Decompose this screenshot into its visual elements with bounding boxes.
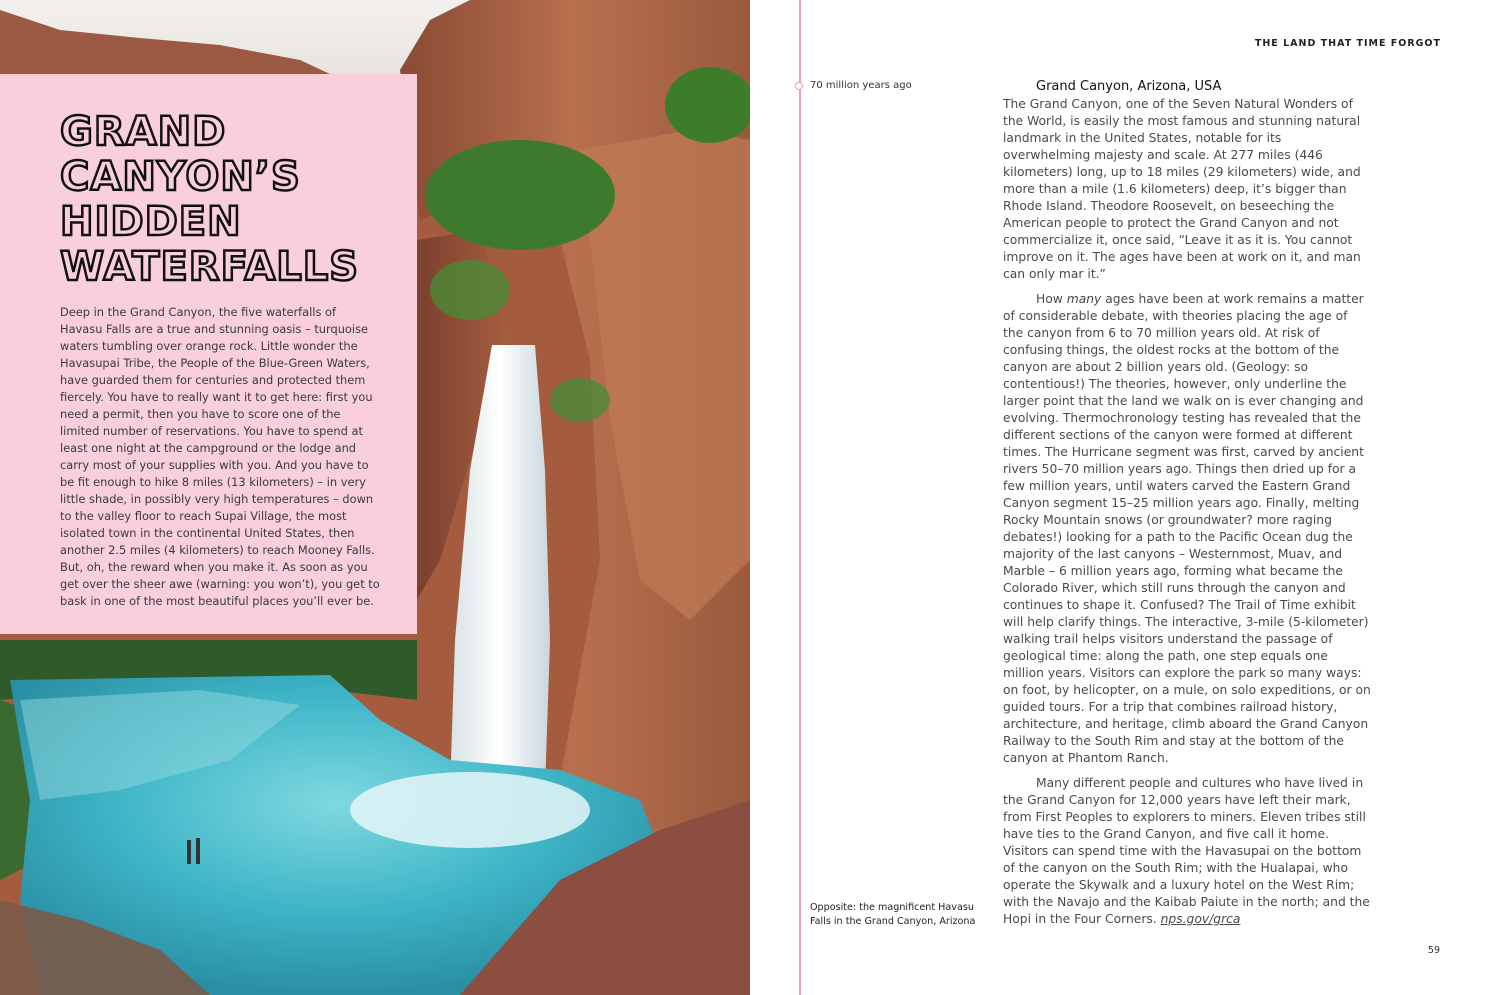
title-line: GRAND: [60, 109, 227, 155]
title-line: WATERFALLS: [60, 244, 360, 290]
nps-link[interactable]: nps.gov/grca: [1160, 912, 1241, 926]
paragraph-1: The Grand Canyon, one of the Seven Natural Wonders of the World, is easily the most famous and stunning natural landmark in the United States, notable for its overwhelming majesty and scale. At 277 miles (446 kilometers) long, up to 18 miles (29 kilometers) wide, and more than a mile (1.6 kilometers) deep, it’s bigger than Rhode Island. Theodore Roosevelt, on beseeching the American people to protect the Grand Canyon and not commercialize it, once said, “Leave it as it is. You cannot improve on it. The ages have been at work on it, and man can only mar it.”: [1003, 97, 1361, 281]
paragraph-2-emphasis: many: [1066, 292, 1102, 306]
article-heading: Grand Canyon, Arizona, USA: [1036, 79, 1222, 94]
paragraph-2-rest: ages have been at work remains a matter of considerable debate, with theories placing the age of the canyon from 6 to 70 million years old. At risk of confusing things, the oldest rocks at the bottom of the canyon are about 2 billion years old. (Geology: so contentious!) The theories, however, only underline the larger point that the land we walk on is ever changing and evolving. Thermochronology testing has revealed that the different sections of the canyon were formed at different times. The Hurricane segment was first, carved by ancient rivers 50–70 million years ago. Things then dried up for a few million years, until waters carved the Eastern Grand Canyon segment 15–25 million years ago. Finally, melting Rocky Mountain snows (or groundwater? more raging debates!) looking for a path to the Pacific Ocean dug the majority of the last canyons – Westernmost, Muav, and Marble – 6 million years ago, forming what became the Colorado River, which still runs through the canyon and continues to shape it. Confused? The Trail of Time exhibit will help clarify things. The interactive, 3-mile (5-kilometer) walking trail helps visitors understand the passage of geological time: along the path, one step equals one million years. Visitors can explore the park so many ways: on foot, by helicopter, on a mule, on solo expeditions, or on guided tours. For a trip that combines railroad history, architecture, and heritage, climb aboard the Grand Canyon Railway to the South Rim and stay at the bottom of the canyon at Phantom Ranch.: [1003, 292, 1371, 765]
timeline-marker-icon: [795, 82, 803, 90]
paragraph-3: [1003, 775, 1371, 928]
photo-caption: Opposite: the magnificent Havasu Falls in the Grand Canyon, Arizona: [810, 902, 976, 927]
intro-panel: [0, 74, 417, 634]
title-line: CANYON’S: [60, 154, 301, 200]
article-title: [60, 110, 377, 290]
paragraph-2: [1003, 291, 1371, 767]
paragraph-3-text: Many different people and cultures who have lived in the Grand Canyon for 12,000 years have left their mark, from First Peoples to explorers to miners. Eleven tribes still have ties to the Grand Canyon, and five call it home. Visitors can spend time with the Havasupai on the bottom of the canyon on the South Rim; with the Hualapai, who operate the Skywalk and a luxury hotel on the West Rim; with the Navajo and the Kaibab Paiute in the north; and the Hopi in the Four Corners.: [1003, 776, 1370, 926]
title-line: HIDDEN: [60, 199, 242, 245]
timeline-line: [799, 0, 801, 995]
timeline-label: 70 million years ago: [810, 80, 912, 91]
article-body: [1003, 78, 1371, 928]
intro-paragraph: Deep in the Grand Canyon, the five waterfalls of Havasu Falls are a true and stunning oasis – turquoise waters tumbling over orange rock. Little wonder the Havasupai Tribe, the People of the Blue-Green Waters, have guarded them for centuries and protected them fiercely. You have to really want it to get here: first you need a permit, then you have to score one of the limited number of reservations. You have to spend at least one night at the campground or the lodge and carry most of your supplies with you. And you have to be fit enough to hike 8 miles (13 kilometers) – in very little shade, in possibly very high temperatures – down to the valley floor to reach Supai Village, the most isolated town in the continental United States, then another 2.5 miles (4 kilometers) to reach Mooney Falls. But, oh, the reward when you make it. As soon as you get over the sheer awe (warning: you won’t), you get to bask in one of the most beautiful places you’ll ever be.: [60, 305, 380, 608]
page-number: 59: [1427, 945, 1440, 956]
running-head: THE LAND THAT TIME FORGOT: [1254, 38, 1441, 49]
paragraph-2-start: How: [1036, 292, 1067, 306]
